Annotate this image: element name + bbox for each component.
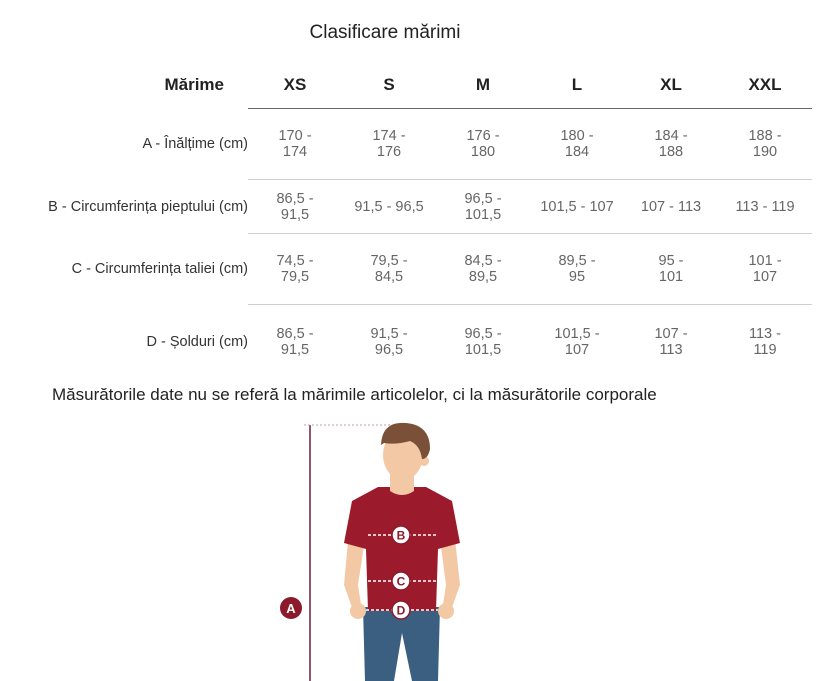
- size-value-cell: [436, 305, 530, 380]
- body-measurement-illustration: [270, 415, 490, 681]
- page-title: Clasificare mărimi: [309, 22, 461, 43]
- cell-line: 91,5: [280, 206, 310, 223]
- cell-line: 174 -: [372, 128, 406, 144]
- size-value-cell: [248, 234, 342, 305]
- size-xl-header: XL: [624, 62, 718, 109]
- cell-line: 101,5: [464, 206, 502, 223]
- cell-line: 101,5: [464, 342, 502, 358]
- size-value-cell: [718, 305, 812, 380]
- cell-line: 119: [753, 342, 777, 358]
- size-value-cell: [248, 180, 342, 234]
- size-value-cell: [530, 109, 624, 180]
- size-value-cell: [718, 109, 812, 180]
- size-value-cell: [248, 109, 342, 180]
- cell-line: 91,5 -: [370, 326, 408, 342]
- svg-text:A: A: [286, 601, 296, 616]
- cell-line: 84,5 -: [464, 253, 502, 269]
- cell-line: 107 -: [654, 326, 688, 342]
- measurement-note: Măsurătorile date nu se referă la mărimile articolelor, ci la măsurătorile corporale: [52, 385, 657, 404]
- cell-line: 101: [658, 269, 684, 285]
- size-value-cell: [624, 109, 718, 180]
- cell-line: 180: [470, 144, 496, 160]
- size-value-cell: [624, 180, 718, 234]
- size-value-cell: [436, 234, 530, 305]
- cell-line: 101,5 -: [554, 326, 600, 342]
- size-m-header: M: [436, 62, 530, 109]
- cell-line: 184 -: [654, 128, 688, 144]
- cell-line: 91,5 - 96,5: [354, 198, 424, 215]
- cell-line: 107: [564, 342, 590, 358]
- cell-line: 89,5 -: [558, 253, 596, 269]
- svg-text:C: C: [396, 574, 406, 589]
- cell-line: 101,5 - 107: [540, 198, 614, 215]
- cell-line: 79,5 -: [370, 253, 408, 269]
- cell-line: 96,5: [374, 342, 404, 358]
- size-value-cell: [342, 109, 436, 180]
- cell-line: 188 -: [748, 128, 782, 144]
- size-value-cell: [624, 305, 718, 380]
- size-xxl-header: XXL: [718, 62, 812, 109]
- size-value-cell: [530, 180, 624, 234]
- chest-row: [0, 180, 812, 234]
- cell-line: 89,5: [468, 269, 498, 285]
- size-value-cell: [342, 305, 436, 380]
- marker-a: [280, 597, 302, 619]
- size-value-cell: [624, 234, 718, 305]
- size-table: [0, 62, 812, 379]
- right-hand: [438, 603, 454, 619]
- cell-line: 74,5 -: [276, 253, 314, 269]
- row-label: C - Circumferința taliei (cm): [71, 261, 248, 277]
- svg-text:D: D: [396, 603, 406, 618]
- svg-text:B: B: [396, 528, 406, 543]
- marker-d: [392, 601, 410, 619]
- table-header-row: [0, 62, 812, 109]
- marker-b: [392, 526, 410, 544]
- cell-line: 96,5 -: [464, 190, 502, 207]
- cell-line: 86,5 -: [276, 326, 314, 342]
- size-value-cell: [342, 234, 436, 305]
- size-value-cell: [436, 109, 530, 180]
- cell-line: 107 - 113: [640, 198, 702, 215]
- size-value-cell: [718, 234, 812, 305]
- size-s-header: S: [342, 62, 436, 109]
- cell-line: 91,5: [280, 342, 310, 358]
- cell-line: 176: [376, 144, 402, 160]
- size-value-cell: [530, 234, 624, 305]
- size-value-cell: [718, 180, 812, 234]
- size-value-cell: [248, 305, 342, 380]
- hips-row: [0, 305, 812, 380]
- size-l-header: L: [530, 62, 624, 109]
- row-label: A - Înălțime (cm): [142, 136, 248, 152]
- size-header-label: Mărime: [164, 75, 224, 95]
- cell-line: 113 - 119: [735, 198, 795, 215]
- size-value-cell: [342, 180, 436, 234]
- cell-line: 95: [568, 269, 586, 285]
- height-row: [0, 109, 812, 180]
- cell-line: 176 -: [466, 128, 500, 144]
- cell-line: 190: [752, 144, 778, 160]
- cell-line: 188: [658, 144, 684, 160]
- cell-line: 96,5 -: [464, 326, 502, 342]
- cell-line: 107: [752, 269, 778, 285]
- body-measurement-figure: [270, 415, 490, 681]
- cell-line: 174: [282, 144, 308, 160]
- size-value-cell: [436, 180, 530, 234]
- cell-line: 79,5: [280, 269, 310, 285]
- size-value-cell: [530, 305, 624, 380]
- cell-line: 101 -: [748, 253, 782, 269]
- waist-row: [0, 234, 812, 305]
- row-label: B - Circumferința pieptului (cm): [48, 198, 248, 215]
- row-label: D - Șolduri (cm): [146, 333, 248, 350]
- cell-line: 84,5: [374, 269, 404, 285]
- cell-line: 180 -: [560, 128, 594, 144]
- cell-line: 113 -: [749, 326, 781, 342]
- left-hand: [350, 603, 366, 619]
- cell-line: 86,5 -: [276, 190, 314, 207]
- cell-line: 95 -: [658, 253, 684, 269]
- marker-c: [392, 572, 410, 590]
- cell-line: 170 -: [278, 128, 312, 144]
- size-xs-header: XS: [248, 62, 342, 109]
- cell-line: 113: [659, 342, 683, 358]
- cell-line: 184: [564, 144, 590, 160]
